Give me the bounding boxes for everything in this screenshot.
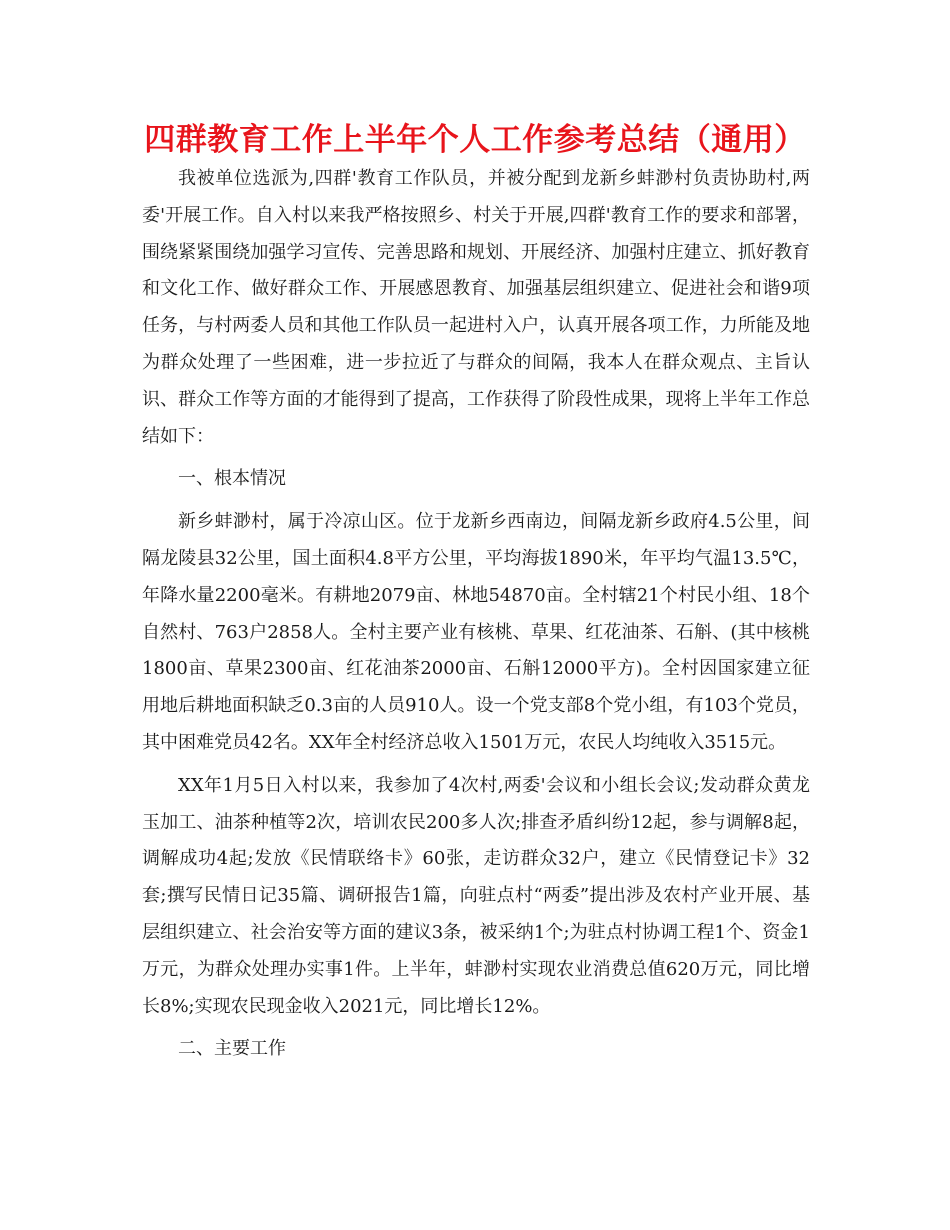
section-heading-basic-situation: 一、根本情况 (178, 468, 286, 490)
section-heading-main-work: 二、主要工作 (178, 1038, 286, 1060)
intro-paragraph: 我被单位选派为,四群'教育工作队员，并被分配到龙新乡蚌渺村负责协助村,两委'开展工作。自入村以来我严格按照乡、村关于开展,四群'教育工作的要求和部署，围绕紧紧围绕加强学习宣传、完善思路和规划、开展经济、加强村庄建立、抓好教育和文化工作、做好群众工作、开展感恩教育、加强基层组织建立、促进社会和谐9项任务，与村两委人员和其他工作队员一起进村入户，认真开展各项工作，力所能及地为群众处理了一些困难，进一步拉近了与群众的间隔，我本人在群众观点、主旨认识、群众工作等方面的才能得到了提高，工作获得了阶段性成果，现将上半年工作总结如下： (142, 168, 810, 447)
basic-situation-paragraph: 新乡蚌渺村，属于冷凉山区。位于龙新乡西南边，间隔龙新乡政府4.5公里，间隔龙陵县32公里，国土面积4.8平方公里，平均海拔1890米，年平均气温13.5℃，年降水量2200毫米。有耕地2079亩、林地54870亩。全村辖21个村民小组、18个自然村、763户2858人。全村主要产业有核桃、草果、红花油茶、石斛、(其中核桃1800亩、草果2300亩、红花油茶2000亩、石斛12000平方)。全村因国家建立征用地后耕地面积缺乏0.3亩的人员910人。设一个党支部8个党小组，有103个党员，其中困难党员42名。XX年全村经济总收入1501万元，农民人均纯收入3515元。 (142, 511, 810, 753)
work-summary-paragraph: XX年1月5日入村以来，我参加了4次村,两委'会议和小组长会议;发动群众黄龙玉加工、油茶种植等2次，培训农民200多人次;排查矛盾纠纷12起，参与调解8起，调解成功4起;发放《民情联络卡》60张，走访群众32户，建立《民情登记卡》32套;撰写民情日记35篇、调研报告1篇，向驻点村“两委”提出涉及农村产业开展、基层组织建立、社会治安等方面的建议3条，被采纳1个;为驻点村协调工程1个、资金1万元，为群众处理办实事1件。上半年，蚌渺村实现农业消费总值620万元，同比增长8%;实现农民现金收入2021元，同比增长12%。 (142, 774, 810, 1017)
document-title: 四群教育工作上半年个人工作参考总结（通用） (144, 122, 806, 158)
document-body (142, 161, 810, 1074)
